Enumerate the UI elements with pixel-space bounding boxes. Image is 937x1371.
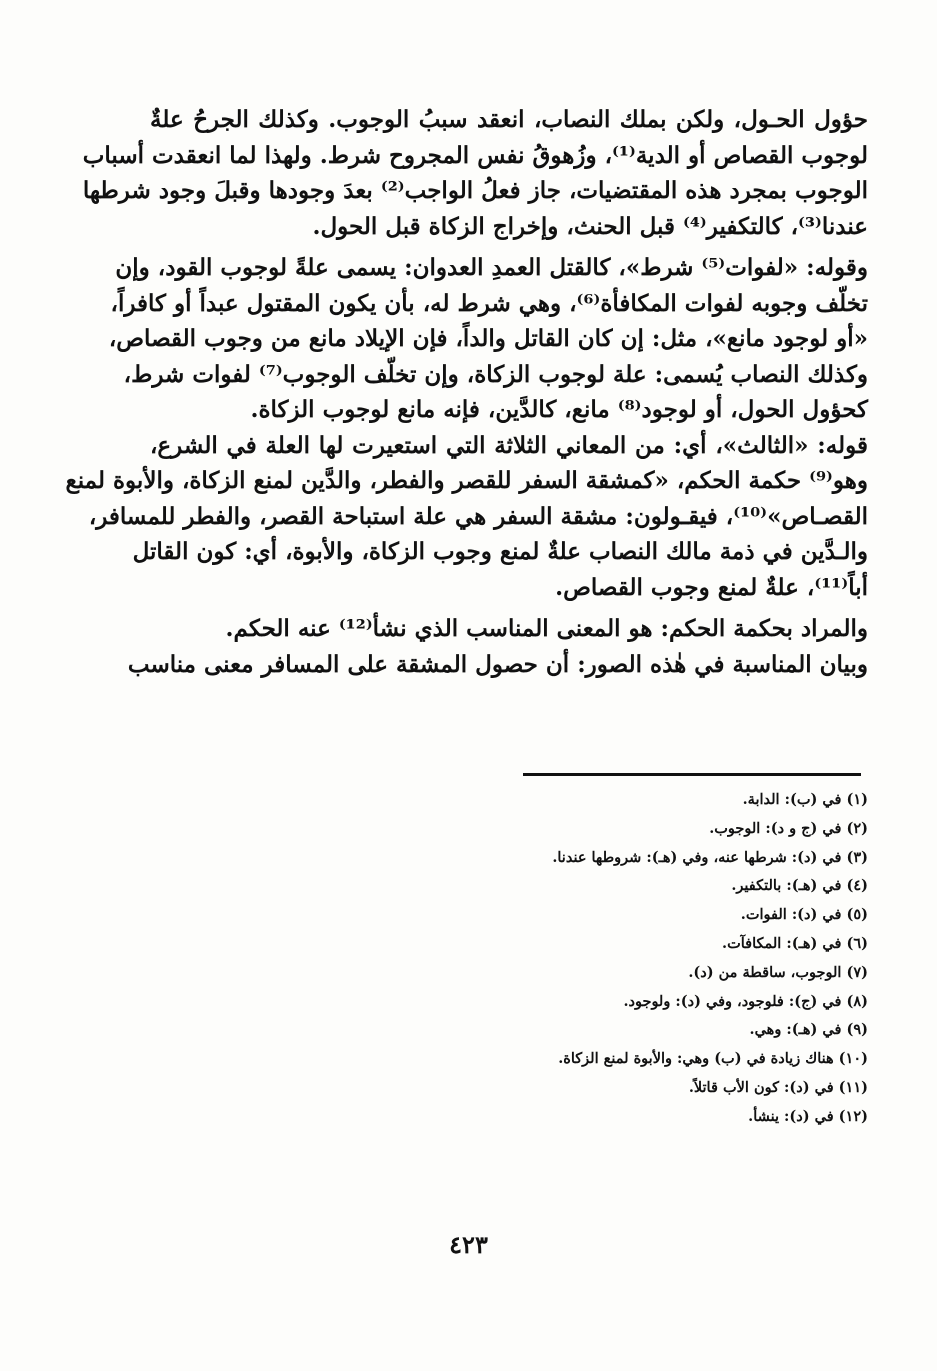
body-line: كحؤول الحول، أو لوجود⁽⁸⁾ مانع، كالدَّين، فإنه مانع لوجوب الزكاة. <box>250 396 868 423</box>
page-number: ٤٢٣ <box>449 1230 488 1259</box>
footnote: (٥) في (د): الفوات. <box>740 906 868 924</box>
body-line: لوجوب القصاص أو الدية⁽¹⁾، وزُهوقُ نفس المجروح شرط. ولهذا لما انعقدت أسباب <box>82 141 868 169</box>
footnote: (١) في (ب): الدابة. <box>742 791 868 808</box>
body-line: «أو لوجود مانع»، مثل: إن كان القاتل والداً، فإن الإيلاد مانع من وجوب القصاص، <box>108 325 868 352</box>
footnote: (١١) في (د): كون الأب قاتلاً. <box>688 1078 868 1096</box>
footnote: (٨) في (ج): فلوجود، وفي (د): ولوجود. <box>623 992 868 1010</box>
body-line: عندنا⁽³⁾، كالتكفير⁽⁴⁾ قبل الحنث، وإخراج الزكاة قبل الحول. <box>312 212 868 240</box>
body-line: وهو⁽⁹⁾ حكمة الحكم، «كمشقة السفر للقصر والفطر، والدَّين لمنع الزكاة، والأبوة لمنع <box>65 467 868 494</box>
body-line: وكذلك النصاب يُسمى: علة لوجوب الزكاة، وإن تخلّف الوجوب⁽⁷⁾ لفوات شرط، <box>123 360 868 388</box>
body-line: حؤول الحـول، ولكن بملك النصاب، انعقد سببُ الوجوب. وكذلك الجرحُ علةٌ <box>150 106 868 133</box>
body-line: الوجوب بمجرد هذه المقتضيات، جاز فعلُ الواجب⁽²⁾ بعدَ وجودها وقبلَ وجود شرطها <box>82 177 868 204</box>
footnote: (٢) في (ج و د): الوجوب. <box>709 819 868 837</box>
body-line: وبيان المناسبة في هٰذه الصور: أن حصول المشقة على المسافر معنى مناسب <box>127 650 868 678</box>
footnote: (٦) في (هـ): المكافآت. <box>722 934 868 952</box>
body-line: قوله: «الثالث»، أي: من المعاني الثلاثة التي استعيرت لها العلة في الشرع، <box>150 431 868 459</box>
footnote: (١٠) هناك زيادة في (ب) وهي: والأبوة لمنع الزكاة. <box>558 1050 868 1068</box>
footnote-divider <box>523 773 861 776</box>
body-line: وقوله: «لفوات⁽⁵⁾ شرط»، كالقتل العمدِ العدوان: يسمى علةً لوجوب القود، وإن <box>115 254 868 281</box>
footnote: (٣) في (د): شرطها عنه، وفي (هـ): شروطها عندنا. <box>552 848 868 866</box>
main-text <box>65 102 868 682</box>
body-line: القصـاص»⁽¹⁰⁾، فيقـولون: مشقة السفر هي علة استباحة القصر، والفطر للمسافر، <box>88 502 868 530</box>
body-line: والـدَّين في ذمة مالك النصاب علةٌ لمنع وجوب الزكاة، والأبوة، أي: كون القاتل <box>132 538 868 565</box>
footnote: (٤) في (هـ): بالتكفير. <box>731 877 868 895</box>
footnotes <box>470 786 868 1132</box>
footnote: (٧) الوجوب، ساقطة من (د). <box>688 963 868 981</box>
body-line: والمراد بحكمة الحكم: هو المعنى المناسب الذي نشأ⁽¹²⁾ عنه الحكم. <box>225 615 868 642</box>
footnote: (١٢) في (د): ينشأ. <box>748 1107 868 1125</box>
footnote: (٩) في (هـ): وهي. <box>749 1021 868 1039</box>
body-line: أباً⁽¹¹⁾، علةٌ لمنع وجوب القصاص. <box>555 573 868 601</box>
body-line: تخلّف وجوبه لفوات المكافأة⁽⁶⁾، وهي شرط له، بأن يكون المقتول عبداً أو كافراً، <box>110 289 868 317</box>
